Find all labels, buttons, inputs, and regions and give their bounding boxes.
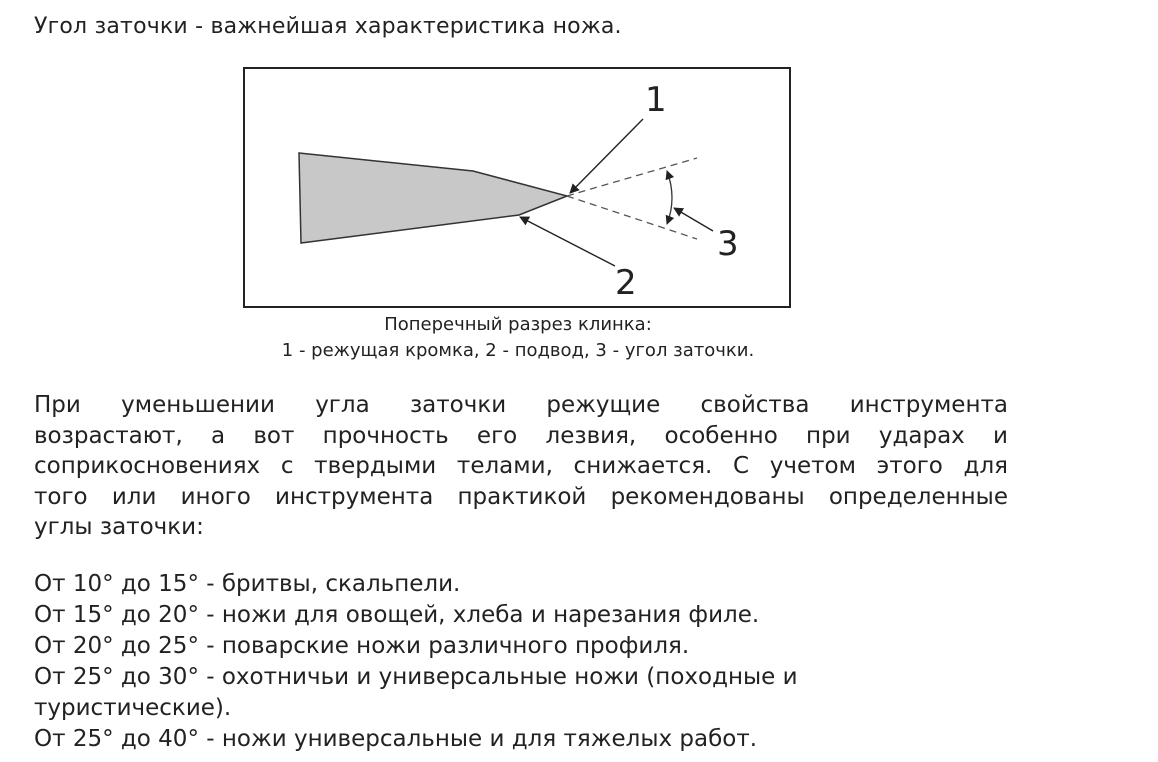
leader-arrow-3 <box>674 208 713 231</box>
angle-list-item: От 25° до 40° - ножи универсальные и для тяжелых работ. <box>34 726 758 752</box>
label-1: 1 <box>645 80 667 120</box>
leader-arrow-1 <box>570 119 643 193</box>
angle-list-item: От 15° до 20° - ножи для овощей, хлеба и нарезания филе. <box>34 602 760 628</box>
label-2: 2 <box>615 263 637 303</box>
label-3: 3 <box>717 224 739 264</box>
paragraph-line: При уменьшении угла заточки режущие свойства инструмента <box>34 392 1008 418</box>
blade-cross-section-figure <box>243 67 791 308</box>
paragraph-line: того или иного инструмента практикой рекомендованы определенные <box>34 483 1008 510</box>
paragraph-line: соприкосновениях с твердыми телами, снижается. С учетом этого для <box>34 453 1008 479</box>
page-heading: Угол заточки - важнейшая характеристика ножа. <box>34 14 622 39</box>
body-paragraph <box>34 390 1008 543</box>
angle-list-item: От 10° до 15° - бритвы, скальпели. <box>34 571 461 597</box>
angle-arc <box>667 171 672 224</box>
figure-caption-legend: 1 - режущая кромка, 2 - подвод, 3 - угол заточки. <box>281 340 755 361</box>
sharpening-angles-list <box>34 569 798 755</box>
paragraph-line: возрастают, а вот прочность его лезвия, особенно при ударах и <box>34 422 1008 449</box>
angle-line-lower <box>567 196 697 239</box>
leader-arrow-2 <box>520 217 615 266</box>
blade-diagram <box>245 69 789 306</box>
angle-list-item: От 20° до 25° - поварские ножи различного профиля. <box>34 633 690 659</box>
blade-shape <box>299 153 567 243</box>
figure-caption-title: Поперечный разрез клинка: <box>384 314 652 335</box>
angle-list-item: От 25° до 30° - охотничьи и универсальные ножи (походные и <box>34 664 798 690</box>
angle-list-item: туристические). <box>34 695 232 721</box>
paragraph-line: углы заточки: <box>34 514 204 540</box>
